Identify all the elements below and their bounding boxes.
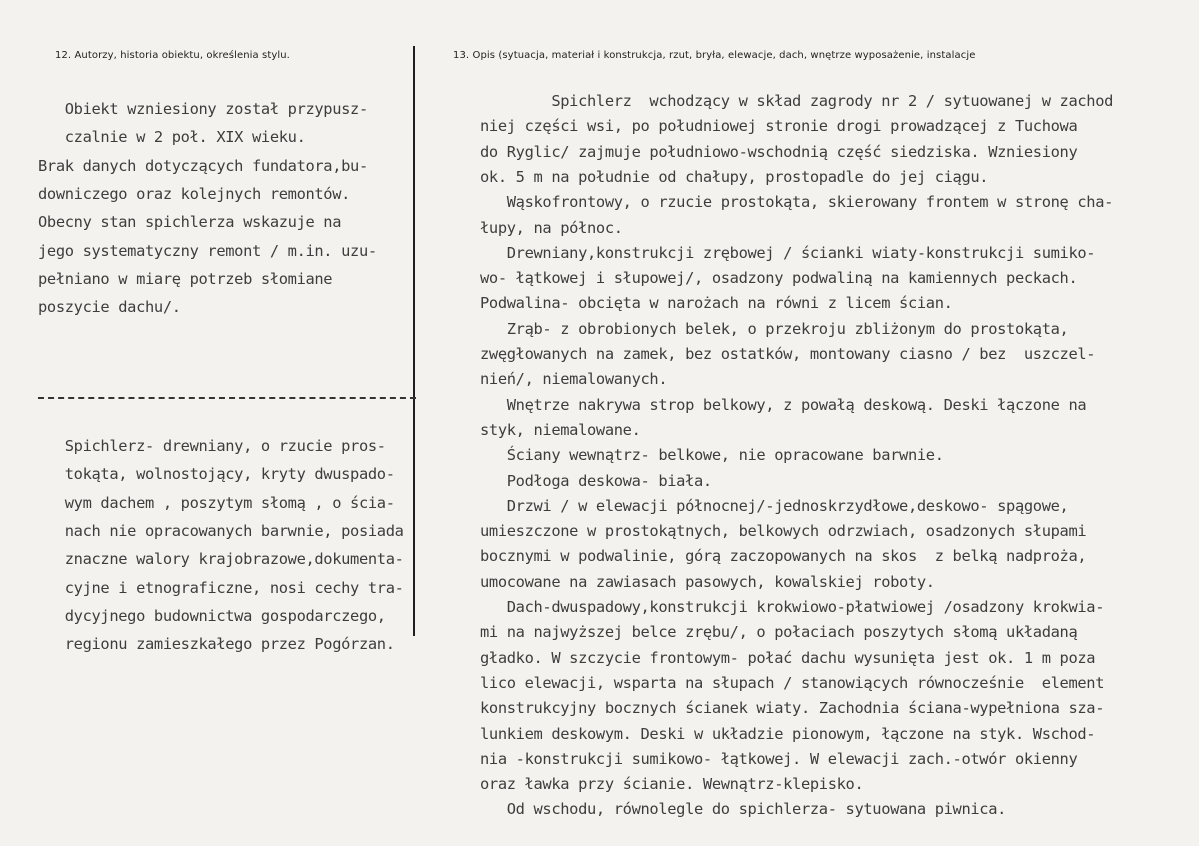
text-line: Podłoga deskowa- biała.	[480, 471, 712, 490]
text-line: pełniano w miarę potrzeb słomiane	[38, 269, 333, 288]
text-line: Spichlerz wchodzący w skład zagrody nr 2 / sytuowanej w zachod	[480, 92, 1114, 110]
text-line: poszycie dachu/.	[38, 298, 181, 317]
text-line: konstrukcyjny bocznych ścianek wiaty. Zachodnia ściana-wypełniona sza-	[480, 699, 1105, 718]
text-line: do Ryglic/ zajmuje południowo-wschodnią część siedziska. Wzniesiony	[480, 142, 1078, 161]
text-line: nień/, niemalowanych.	[480, 370, 668, 389]
section-12-header: 12. Autorzy, historia obiektu, określenia stylu.	[55, 50, 290, 61]
text-line: Obecny stan spichlerza wskazuje na	[38, 213, 342, 232]
text-line: Drewniany,konstrukcji zrębowej / ścianki wiaty-konstrukcji sumiko-	[480, 243, 1096, 262]
text-line: lunkiem deskowym. Deski w układzie pionowym, łączone na styk. Wschod-	[480, 724, 1096, 743]
text-line: Wnętrze nakrywa strop belkowy, z powałą deskową. Deski łączone na	[480, 395, 1087, 414]
column-divider	[413, 46, 415, 636]
text-line: lico elewacji, wsparta na słupach / stanowiących równocześnie element	[480, 673, 1105, 692]
text-line: Podwalina- obcięta w narożach na równi z licem ścian.	[480, 294, 953, 313]
text-line: Spichlerz- drewniany, o rzucie pros-	[38, 437, 386, 455]
dashed-separator	[38, 397, 416, 399]
text-line: Wąskofrontowy, o rzucie prostokąta, skierowany frontem w stronę cha-	[480, 193, 1114, 212]
text-line: wym dachem , poszytym słomą , o ścia-	[38, 493, 395, 512]
text-line: zwęgłowanych na zamek, bez ostatków, montowany ciasno / bez uszczel-	[480, 345, 1096, 363]
text-line: regionu zamieszkałego przez Pogórzan.	[38, 635, 395, 654]
text-line: Dach-dwuspadowy,konstrukcji krokwiowo-płatwiowej /osadzony krokwia-	[480, 598, 1105, 616]
text-line: Drzwi / w elewacji północnej/-jednoskrzydłowe,deskowo- spągowe,	[480, 496, 1069, 515]
text-line: downiczego oraz kolejnych remontów.	[38, 184, 351, 203]
text-line: nach nie opracowanych barwnie, posiada	[38, 521, 404, 540]
text-line: dycyjnego budownictwa gospodarczego,	[38, 606, 386, 625]
text-line: Od wschodu, równolegle do spichlerza- sytuowana piwnica.	[480, 800, 1007, 819]
text-line: umocowane na zawiasach pasowych, kowalskiej roboty.	[480, 572, 935, 591]
text-line: nia -konstrukcji sumikowo- łątkowej. W elewacji zach.-otwór okienny	[480, 749, 1078, 768]
text-line: znaczne walory krajobrazowe,dokumenta-	[38, 550, 404, 569]
text-line: cyjne i etnograficzne, nosi cechy tra-	[38, 578, 404, 597]
text-line: tokąta, wolnostojący, kryty dwuspado-	[38, 465, 395, 484]
text-line: jego systematyczny remont / m.in. uzu-	[38, 241, 377, 260]
text-line: niej części wsi, po południowej stronie drogi prowadzącej z Tuchowa	[480, 117, 1078, 136]
text-line: oraz ławka przy ścianie. Wewnątrz-klepisko.	[480, 775, 864, 794]
text-line: mi na najwyższej belce zrębu/, o połaciach poszytych słomą układaną	[480, 623, 1078, 642]
section-13-header: 13. Opis (sytuacja, materiał i konstrukcja, rzut, bryła, elewacje, dach, wnętrze wyposażenie, instalacje	[453, 50, 976, 61]
text-line: umieszczone w prostokątnych, belkowych odrzwiach, osadzonych słupami	[480, 522, 1087, 541]
text-line: wo- łątkowej i słupowej/, osadzony podwaliną na kamiennych peckach.	[480, 269, 1078, 288]
text-line: Zrąb- z obrobionych belek, o przekroju zbliżonym do prostokąta,	[480, 319, 1069, 338]
text-line: Brak danych dotyczących fundatora,bu-	[38, 156, 368, 175]
text-line: czalnie w 2 poł. XIX wieku.	[38, 128, 306, 147]
text-line: Ściany wewnątrz- belkowe, nie opracowane barwnie.	[480, 446, 944, 465]
text-line: Obiekt wzniesiony został przypusz-	[38, 100, 368, 118]
text-line: łupy, na północ.	[480, 218, 623, 237]
text-line: styk, niemalowane.	[480, 420, 641, 439]
text-line: ok. 5 m na południe od chałupy, prostopadle do jej ciągu.	[480, 167, 989, 186]
text-line: bocznymi w podwalinie, górą zaczopowanych na skos z belką nadproża,	[480, 547, 1087, 566]
text-line: gładko. W szczycie frontowym- połać dachu wysunięta jest ok. 1 m poza	[480, 648, 1096, 667]
